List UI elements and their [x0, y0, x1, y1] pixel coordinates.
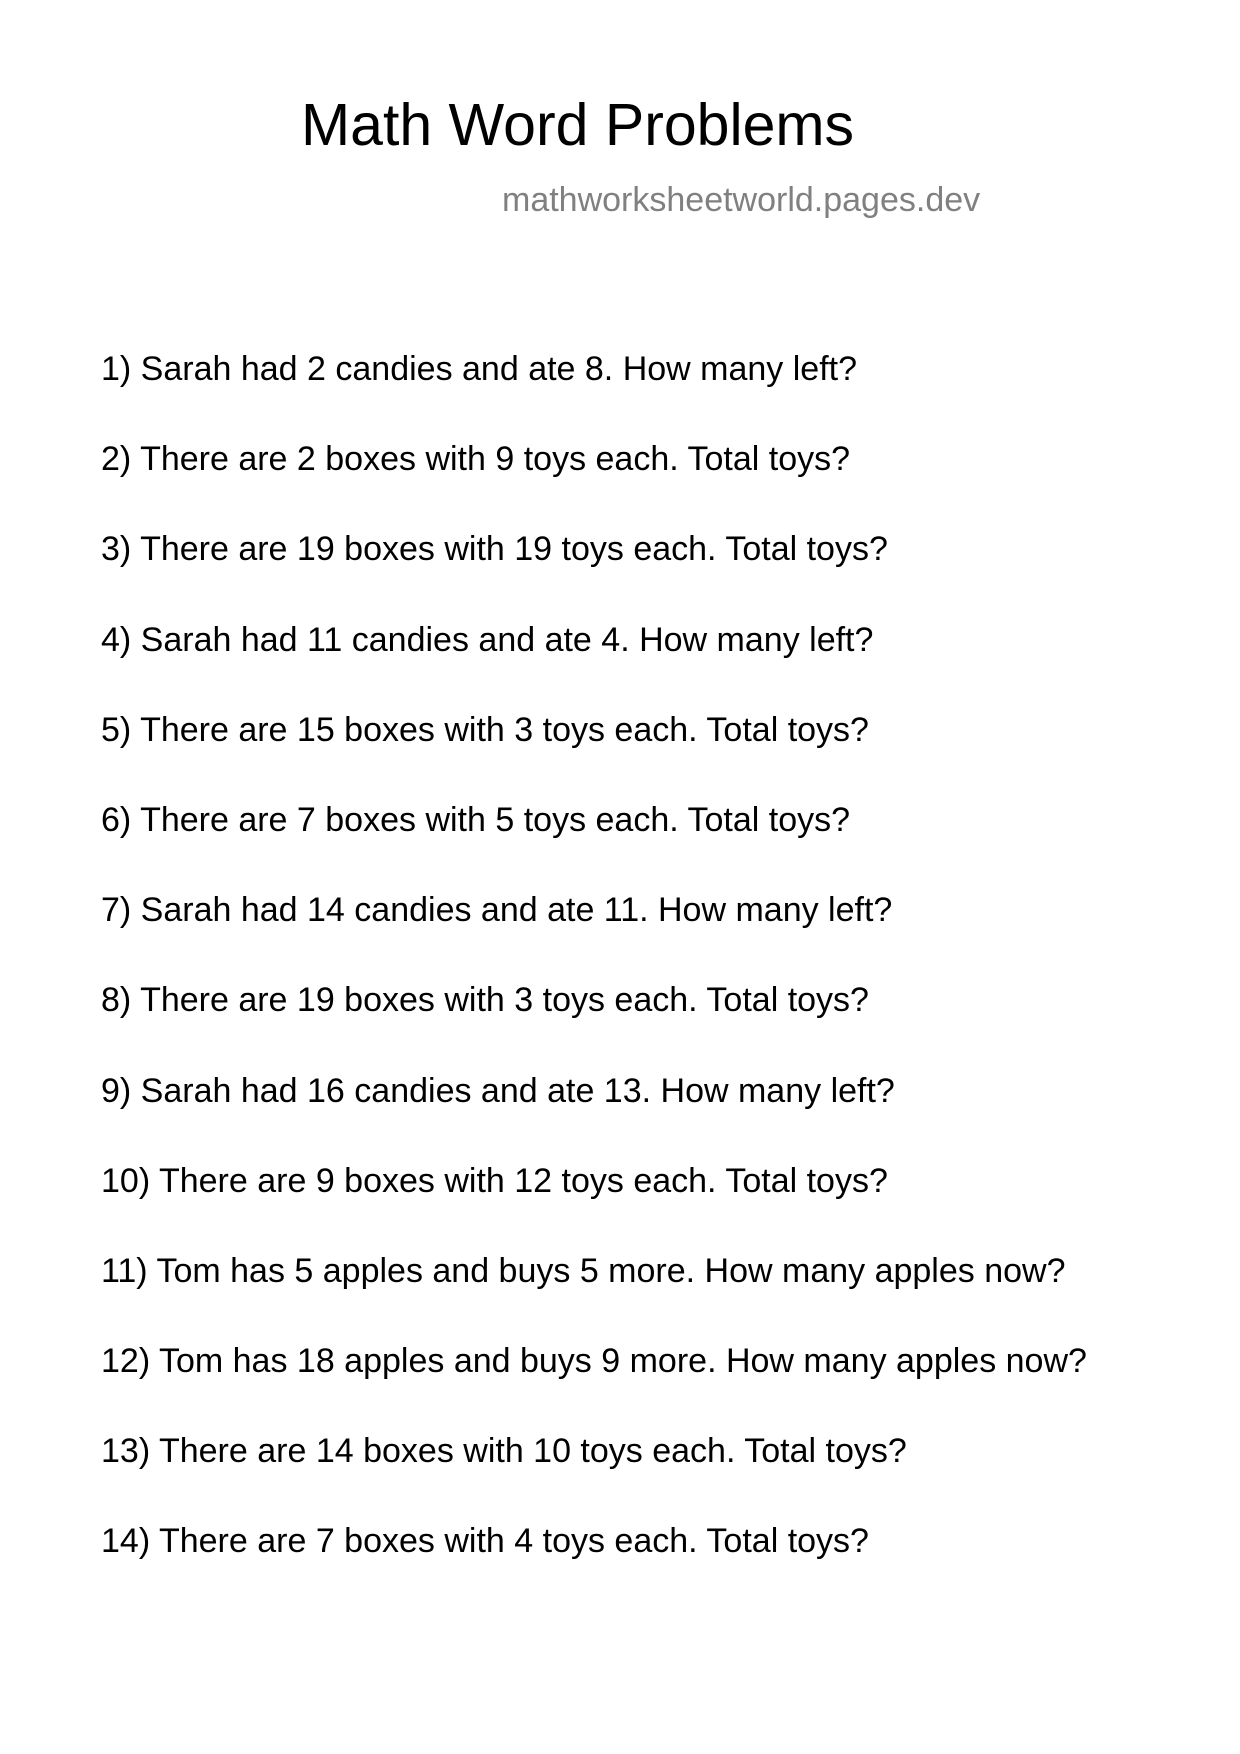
- problem-item: 14) There are 7 boxes with 4 toys each. Total toys?: [101, 1522, 869, 1561]
- problem-item: 11) Tom has 5 apples and buys 5 more. How many apples now?: [101, 1251, 1066, 1290]
- problem-item: 6) There are 7 boxes with 5 toys each. Total toys?: [101, 800, 851, 839]
- problem-item: 7) Sarah had 14 candies and ate 11. How many left?: [101, 891, 893, 930]
- problem-item: 13) There are 14 boxes with 10 toys each. Total toys?: [101, 1432, 907, 1471]
- problem-item: 12) Tom has 18 apples and buys 9 more. How many apples now?: [101, 1342, 1087, 1381]
- source-url: mathworksheetworld.pages.dev: [502, 181, 981, 219]
- problem-item: 4) Sarah had 11 candies and ate 4. How many left?: [101, 620, 874, 659]
- problem-list: [101, 349, 1087, 1612]
- problem-item: 8) There are 19 boxes with 3 toys each. Total toys?: [101, 981, 869, 1020]
- problem-item: 3) There are 19 boxes with 19 toys each. Total toys?: [101, 530, 888, 569]
- problem-item: 2) There are 2 boxes with 9 toys each. Total toys?: [101, 440, 851, 479]
- problem-item: 9) Sarah had 16 candies and ate 13. How many left?: [101, 1071, 895, 1110]
- page-title: Math Word Problems: [301, 92, 855, 158]
- problem-item: 5) There are 15 boxes with 3 toys each. Total toys?: [101, 710, 869, 749]
- problem-item: 10) There are 9 boxes with 12 toys each. Total toys?: [101, 1161, 888, 1200]
- problem-item: 1) Sarah had 2 candies and ate 8. How many left?: [101, 350, 858, 388]
